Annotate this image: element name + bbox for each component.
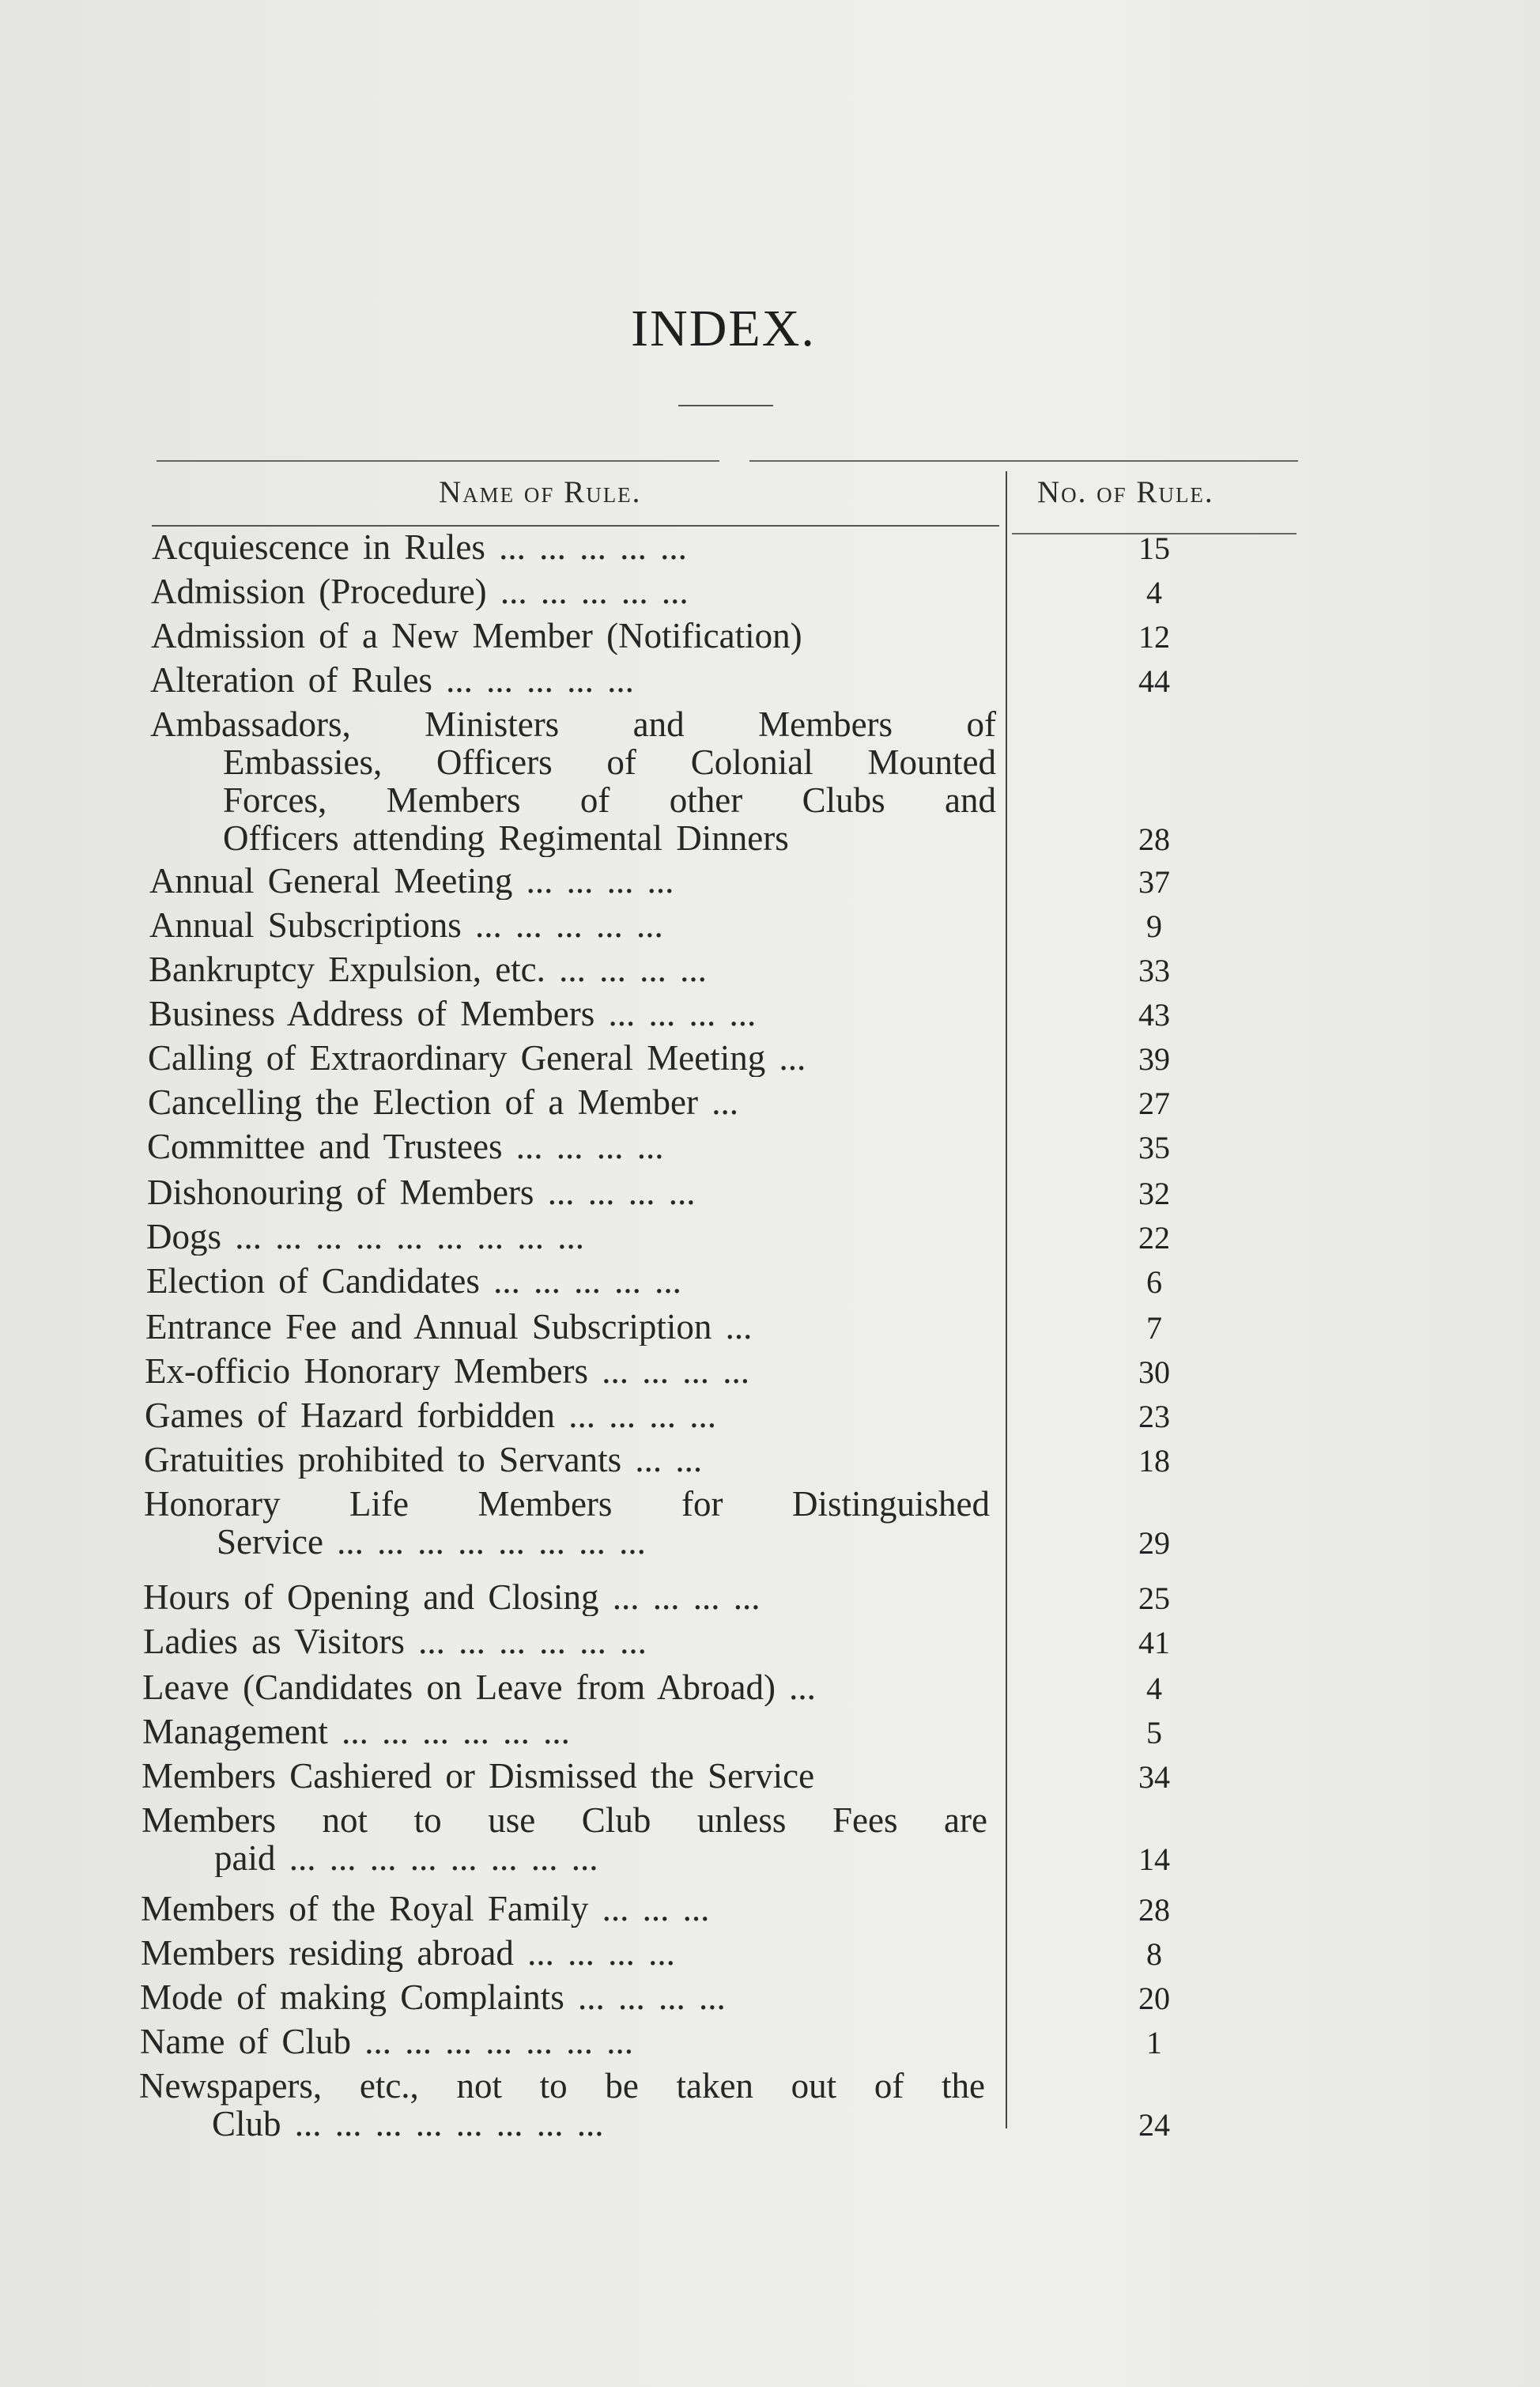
rule-name-line: Alteration of Rules ... ... ... ... ...: [150, 661, 634, 699]
rule-number: 25: [1138, 1581, 1170, 1616]
rule-name: [152, 528, 998, 566]
rule-name-line: Bankruptcy Expulsion, etc. ... ... ... ...: [149, 950, 707, 988]
rule-name-line: Dogs ... ... ... ... ... ... ... ... ...: [146, 1218, 585, 1256]
rule-name-line: Annual Subscriptions ... ... ... ... ...: [149, 906, 663, 944]
rule-name: [140, 2023, 986, 2060]
rule-name-line: Members not to use Club unless Fees are: [142, 1801, 987, 1840]
rule-number: 20: [1138, 1981, 1170, 2016]
rule-name-line: Ambassadors, Ministers and Members of: [150, 705, 996, 744]
rule-name: [150, 705, 996, 857]
rule-number: 9: [1146, 908, 1162, 944]
rule-name: [143, 1578, 989, 1616]
rule-name-line: Business Address of Members ... ... ... ...: [149, 995, 757, 1033]
rule-number: 1: [1146, 2025, 1162, 2060]
rule-name: [150, 661, 996, 699]
rule-name-line: Gratuities prohibited to Servants ... ...: [144, 1441, 703, 1479]
rule-number: 44: [1138, 663, 1170, 699]
rule-name-line: Committee and Trustees ... ... ... ...: [147, 1127, 664, 1165]
rule-number: 5: [1146, 1715, 1162, 1751]
rule-name: [149, 950, 995, 988]
rule-number: 4: [1146, 1671, 1162, 1706]
rule-name: [148, 1083, 994, 1121]
rule-name: [142, 1713, 988, 1751]
rule-number: 35: [1138, 1130, 1170, 1165]
rule-number: 32: [1138, 1176, 1170, 1211]
rule-name-line: Games of Hazard forbidden ... ... ... ...: [145, 1396, 717, 1434]
rule-name-line: Members residing abroad ... ... ... ...: [141, 1934, 675, 1972]
rule-name-line: Acquiescence in Rules ... ... ... ... ...: [152, 528, 687, 566]
rule-name-line: Admission of a New Member (Notification): [151, 617, 802, 655]
rule-number: 15: [1138, 531, 1170, 566]
rule-name: [145, 1352, 991, 1390]
rule-name: [148, 1039, 994, 1077]
rule-name: [144, 1485, 990, 1561]
rule-number: 37: [1138, 864, 1170, 900]
rule-name: [145, 1308, 991, 1346]
rule-number: 28: [1138, 821, 1170, 857]
rule-name-line: Mode of making Complaints ... ... ... ...: [140, 1978, 726, 2016]
rule-name-line: Club ... ... ... ... ... ... ... ...: [212, 2104, 604, 2143]
rule-name: [139, 2067, 985, 2143]
rule-number: 41: [1138, 1625, 1170, 1660]
rule-name: [151, 617, 997, 655]
rule-name: [142, 1757, 987, 1795]
rule-name-line: paid ... ... ... ... ... ... ... ...: [214, 1838, 598, 1877]
rule-name-line: Election of Candidates ... ... ... ... ...: [146, 1262, 681, 1300]
rule-number: 12: [1138, 619, 1170, 655]
rule-name: [149, 862, 995, 900]
rule-number: 8: [1146, 1936, 1162, 1972]
rule-number: 18: [1138, 1443, 1170, 1479]
rule-name-line: Ex-officio Honorary Members ... ... ... ...: [145, 1352, 750, 1390]
rule-name: [141, 1890, 987, 1928]
top-rule-right: [749, 460, 1298, 462]
rule-name: [145, 1396, 991, 1434]
rule-name: [147, 1127, 993, 1165]
rule-name: [146, 1262, 992, 1300]
rule-name: [142, 1668, 988, 1706]
rule-name-line: Annual General Meeting ... ... ... ...: [149, 862, 674, 900]
rule-number: 33: [1138, 953, 1170, 988]
rule-name-line: Dishonouring of Members ... ... ... ...: [147, 1173, 696, 1211]
rule-name-line: Honorary Life Members for Distinguished: [144, 1485, 990, 1524]
column-header-name: Name of Rule.: [439, 475, 642, 509]
rule-number: 34: [1138, 1759, 1170, 1795]
rule-name: [149, 906, 995, 944]
rule-name: [147, 1173, 993, 1211]
rule-number: 30: [1138, 1354, 1170, 1390]
column-header-number: No. of Rule.: [1037, 475, 1214, 509]
rule-name-line: Members of the Royal Family ... ... ...: [141, 1890, 710, 1928]
rule-name: [143, 1622, 989, 1660]
rule-name-line: Officers attending Regimental Dinners: [223, 818, 789, 857]
rule-name-line: Calling of Extraordinary General Meeting ...: [148, 1039, 806, 1077]
rule-name: [144, 1441, 990, 1479]
rule-name-line: Members Cashiered or Dismissed the Service: [142, 1757, 815, 1795]
rule-name-line: Forces, Members of other Clubs and: [223, 780, 996, 820]
rule-number: 7: [1146, 1310, 1162, 1346]
rule-name-line: Name of Club ... ... ... ... ... ... ...: [140, 2023, 633, 2060]
rule-name-line: Leave (Candidates on Leave from Abroad) ...: [142, 1668, 816, 1706]
rule-name-line: Hours of Opening and Closing ... ... ... ...: [143, 1578, 761, 1616]
rule-number: 28: [1138, 1892, 1170, 1928]
rule-number: 24: [1138, 2107, 1170, 2143]
rule-name-line: Newspapers, etc., not to be taken out of the: [139, 2067, 985, 2106]
rule-name: [151, 572, 997, 610]
rule-number: 14: [1138, 1841, 1170, 1877]
rule-number: 22: [1138, 1220, 1170, 1256]
rule-name-line: Ladies as Visitors ... ... ... ... ... ...: [143, 1622, 647, 1660]
rule-name-line: Service ... ... ... ... ... ... ... ...: [217, 1522, 646, 1561]
rule-name-line: Management ... ... ... ... ... ...: [142, 1713, 570, 1751]
rule-number: 6: [1146, 1264, 1162, 1300]
rule-number: 27: [1138, 1086, 1170, 1121]
title-rule: [678, 405, 773, 406]
rule-name-line: Admission (Procedure) ... ... ... ... ...: [151, 572, 689, 610]
rule-number: 4: [1146, 575, 1162, 610]
rule-name-line: Cancelling the Election of a Member ...: [148, 1083, 739, 1121]
rule-name: [146, 1218, 992, 1256]
rule-number: 39: [1138, 1041, 1170, 1077]
column-divider: [1006, 471, 1007, 2128]
rule-name: [141, 1934, 987, 1972]
header-rule-left: [152, 525, 999, 527]
rule-name: [142, 1801, 987, 1877]
rule-name-line: Entrance Fee and Annual Subscription ...: [145, 1308, 753, 1346]
rule-number: 29: [1138, 1525, 1170, 1561]
rule-number: 43: [1138, 997, 1170, 1033]
rule-name: [149, 995, 995, 1033]
top-rule-left: [157, 460, 719, 462]
page-title: INDEX.: [631, 300, 816, 357]
rule-name: [140, 1978, 986, 2016]
rule-number: 23: [1138, 1399, 1170, 1434]
rule-name-line: Embassies, Officers of Colonial Mounted: [223, 742, 996, 782]
